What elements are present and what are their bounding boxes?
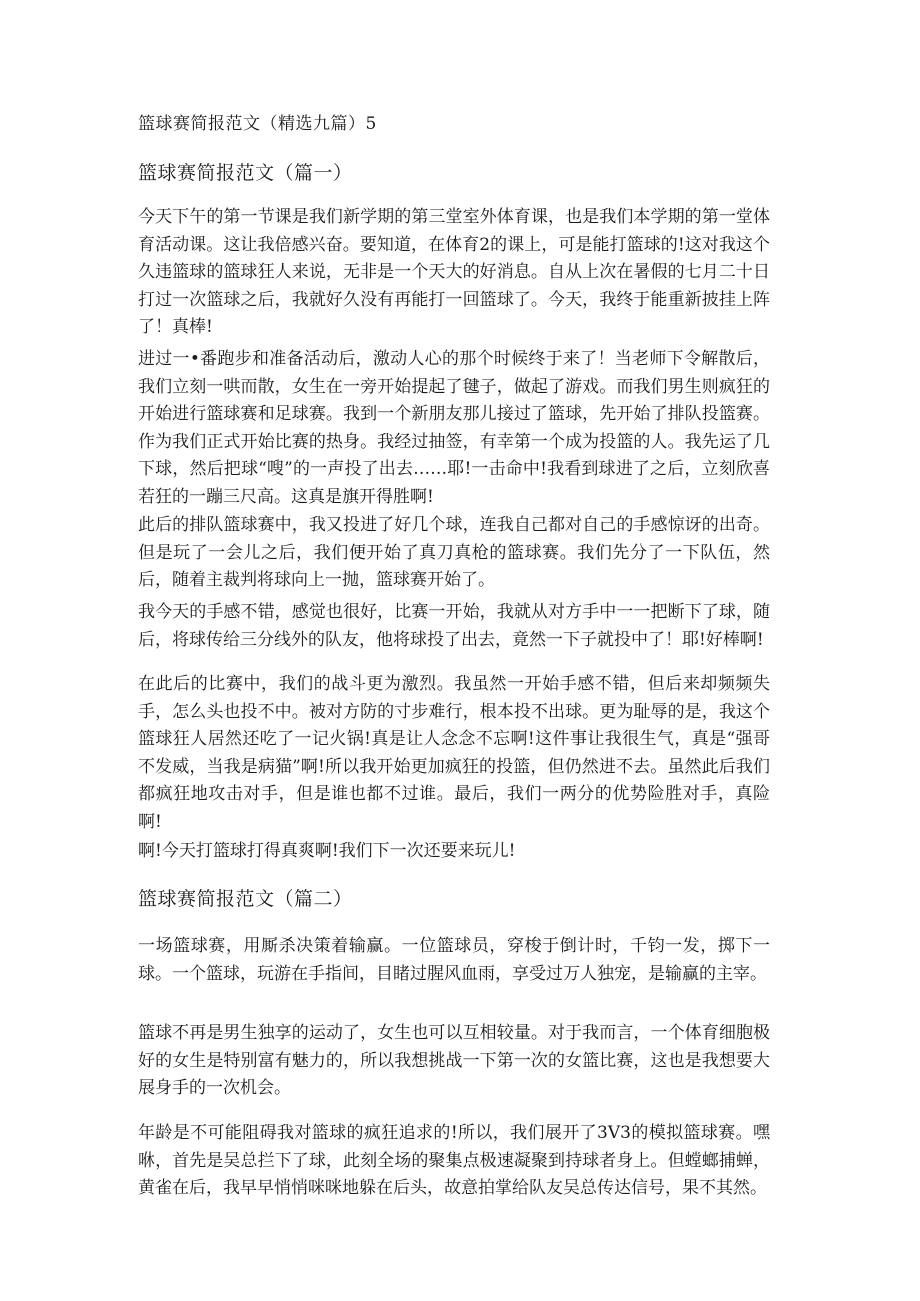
paragraph: 啊!今天打篮球打得真爽啊!我们下一次还要来玩儿!	[138, 841, 516, 861]
section-heading-1: 篮球赛简报范文（篇一）	[138, 162, 353, 184]
paragraph: 一场篮球赛，用厮杀决策着输赢。一位篮球员，穿梭于倒计时，千钧一发，掷下一球。一个篮球，玩游在手指间，目睹过腥风血雨，享受过万人独宠，是输赢的主宰。	[138, 936, 770, 984]
paragraph: 在此后的比赛中，我们的战斗更为激烈。我虽然一开始手感不错，但后来却频频失手，怎么头也投不中。被对方防的寸步难行，根本投不出球。更为耻辱的是，我这个篮球狂人居然还吃了一记火锅!真是让人念念不忘啊!这件事让我很生气，真是“强哥不发威，当我是病猫”啊!所以我开始更加疯狂的投篮，但仍然进不去。虽然此后我们都疯狂地攻击对手，但是谁也都不过谁。最后，我们一两分的优势险胜对手，真险啊!	[138, 674, 770, 832]
paragraph: 今天下午的第一节课是我们新学期的第三堂室外体育课，也是我们本学期的第一堂体育活动课。这让我倍感兴奋。要知道，在体育2的课上，可是能打篮球的!这对我这个久违篮球的篮球狂人来说，无非是一个天大的好消息。自从上次在暑假的七月二十日打过一次篮球之后，我就好久没有再能打一回篮球了。今天，我终于能重新披挂上阵了！真棒!	[138, 207, 770, 337]
paragraph: 进过一•番跑步和准备活动后，激动人心的那个时候终于来了！当老师下令解散后，我们立刻一哄而散，女生在一旁开始提起了毽子，做起了游戏。而我们男生则疯狂的开始进行篮球赛和足球赛。我到一个新朋友那儿接过了篮球，先开始了排队投篮赛。作为我们正式开始比赛的热身。我经过抽签，有幸第一个成为投篮的人。我先运了几下球，然后把球“嗖”的一声投了出去……耶!一击命中!我看到球进了之后，立刻欣喜若狂的一蹦三尺高。这真是旗开得胜啊!	[138, 349, 770, 507]
paragraph: 年龄是不可能阻碍我对篮球的疯狂追求的!所以，我们展开了3V3的模拟篮球赛。嘿咻，首先是吴总拦下了球，此刻全场的聚集点极速凝聚到持球者身上。但螳螂捕蝉，黄雀在后，我早早悄悄咪咪地躲在后头，故意拍掌给队友吴总传达信号，果不其然。	[138, 1123, 770, 1198]
section-heading-2: 篮球赛简报范文（篇二）	[138, 888, 353, 910]
paragraph: 篮球不再是男生独享的运动了，女生也可以互相较量。对于我而言，一个体育细胞极好的女生是特别富有魅力的，所以我想挑战一下第一次的女篮比赛，这也是我想要大展身手的一次机会。	[138, 1023, 770, 1098]
paragraph: 我今天的手感不错，感觉也很好，比赛一开始，我就从对方手中一一把断下了球，随后，将球传给三分线外的队友，他将球投了出去，竟然一下子就投中了！耶!好棒啊!	[138, 602, 770, 650]
document-title: 篮球赛简报范文（精选九篇）5	[138, 114, 377, 134]
paragraph: 此后的排队篮球赛中，我又投进了好几个球，连我自己都对自己的手感惊讶的出奇。但是玩了一会儿之后，我们便开始了真刀真枪的篮球赛。我们先分了一下队伍，然后，随着主裁判将球向上一抛，篮球赛开始了。	[138, 515, 770, 590]
